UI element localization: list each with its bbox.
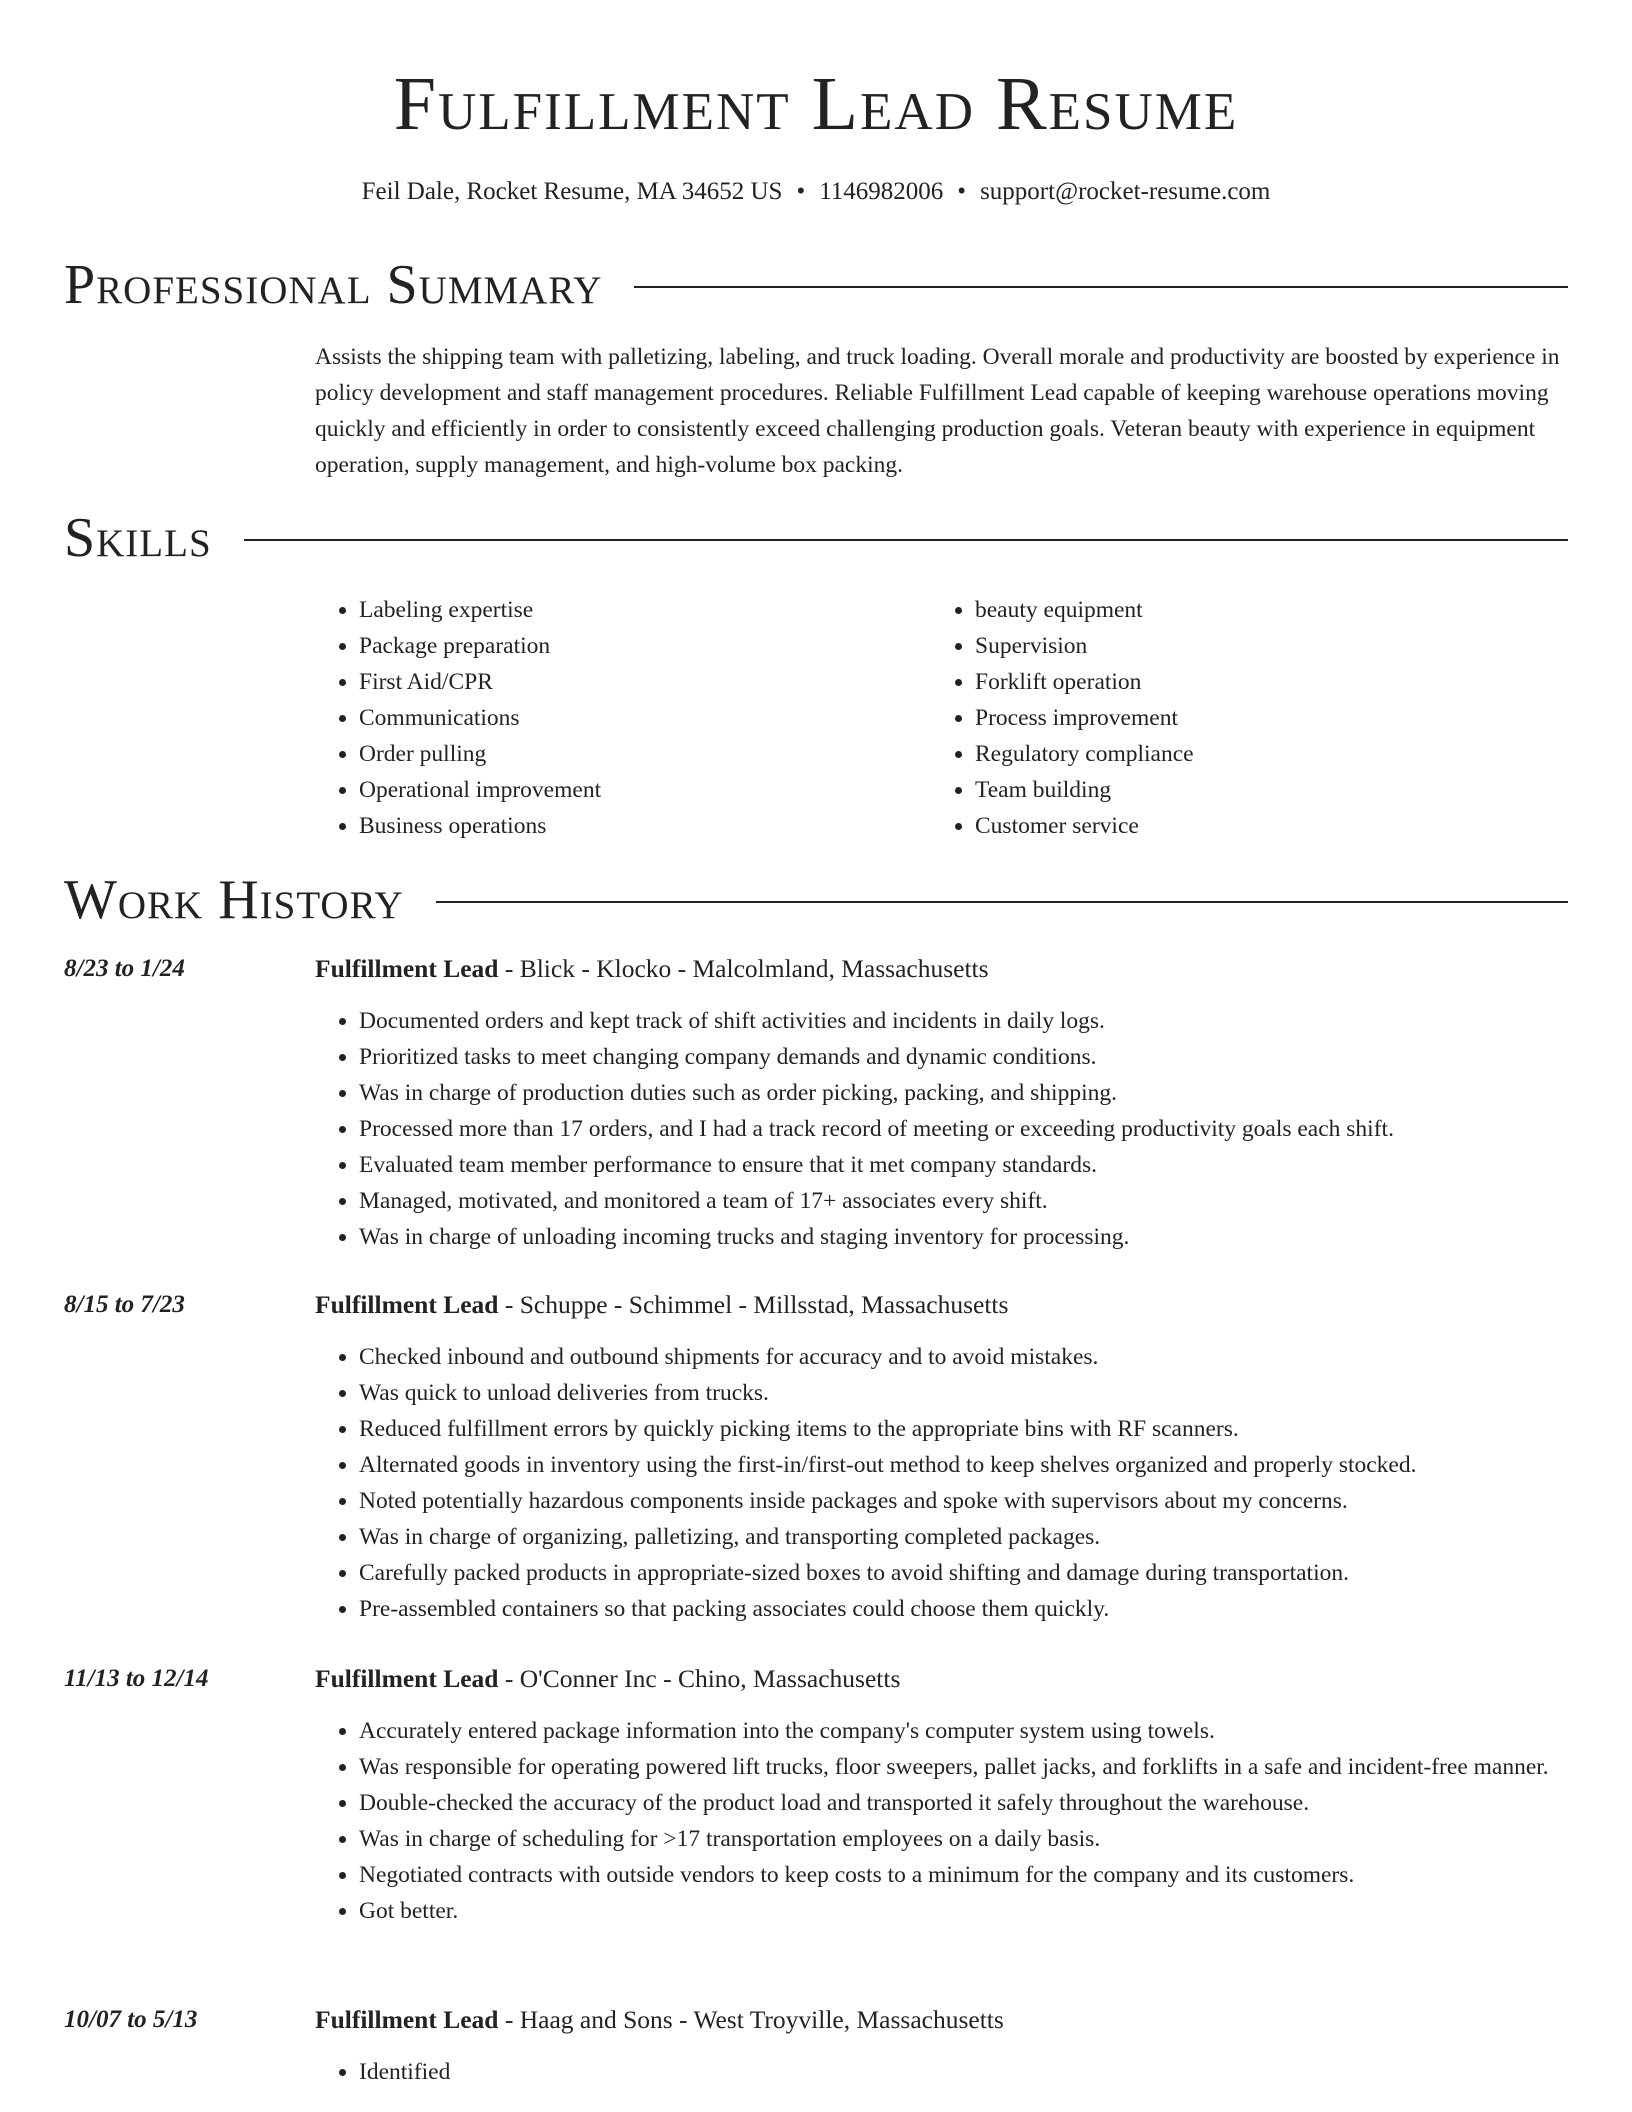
job-bullet: • Was in charge of organizing, palletizing, and transporting completed packages. xyxy=(359,1519,1611,1555)
job-bullet-list xyxy=(315,2054,1611,2090)
contact-address: Feil Dale, Rocket Resume, MA 34652 US xyxy=(361,178,783,205)
job-bullet: • Pre-assembled containers so that packing associates could choose them quickly. xyxy=(359,1591,1611,1627)
skill-item: • Supervision xyxy=(975,628,1194,664)
job-bullet: • Alternated goods in inventory using the first-in/first-out method to keep shelves organized and properly stocked. xyxy=(359,1447,1611,1483)
skill-item: • Regulatory compliance xyxy=(975,736,1194,772)
job-header xyxy=(315,951,1567,987)
job-bullet: • Documented orders and kept track of shift activities and incidents in daily logs. xyxy=(359,1003,1611,1039)
job-bullet: • Double-checked the accuracy of the product load and transported it safely throughout the warehouse. xyxy=(359,1785,1611,1821)
job-bullet-list xyxy=(315,1339,1611,1627)
contact-line xyxy=(0,174,1632,210)
skill-item: • Process improvement xyxy=(975,700,1194,736)
skill-item: • Business operations xyxy=(359,808,601,844)
job-header xyxy=(315,1287,1567,1323)
job-bullet: • Prioritized tasks to meet changing company demands and dynamic conditions. xyxy=(359,1039,1611,1075)
job-company-location: - Blick - Klocko - Malcolmland, Massachusetts xyxy=(498,954,989,983)
summary-text: Assists the shipping team with palletizing, labeling, and truck loading. Overall morale and productivity are boosted by experience in policy development and staff management procedures. Reliable Fulfillment Lead capable of keeping warehouse operations moving quickly and efficiently in order to consistently exceed challenging production goals. Veteran beauty with experience in equipment operation, supply management, and high-volume box packing. xyxy=(315,344,1560,478)
skills-list-right xyxy=(931,592,1194,844)
contact-email: support@rocket-resume.com xyxy=(980,178,1271,205)
skill-item: • First Aid/CPR xyxy=(359,664,601,700)
job-bullet: • Was in charge of unloading incoming trucks and staging inventory for processing. xyxy=(359,1219,1611,1255)
job-bullet: • Managed, motivated, and monitored a team of 17+ associates every shift. xyxy=(359,1183,1611,1219)
section-divider xyxy=(244,539,1568,541)
job-dates: 11/13 to 12/14 xyxy=(64,1665,209,1692)
contact-separator: • xyxy=(796,178,806,205)
section-skills xyxy=(64,503,1568,573)
section-professional-summary xyxy=(64,250,1568,320)
job-header xyxy=(315,1661,1567,1697)
contact-separator: • xyxy=(957,178,967,205)
job-dates: 8/15 to 7/23 xyxy=(64,1291,185,1318)
job-title: Fulfillment Lead xyxy=(315,2005,499,2034)
job-bullet: • Processed more than 17 orders, and I had a track record of meeting or exceeding productivity goals each shift. xyxy=(359,1111,1611,1147)
job-title: Fulfillment Lead xyxy=(315,1664,499,1693)
skill-item: • Labeling expertise xyxy=(359,592,601,628)
job-bullet: • Carefully packed products in appropriate-sized boxes to avoid shifting and damage during transportation. xyxy=(359,1555,1611,1591)
section-work-history xyxy=(64,865,1568,935)
skill-item: • Operational improvement xyxy=(359,772,601,808)
skill-item: • Package preparation xyxy=(359,628,601,664)
job-title: Fulfillment Lead xyxy=(315,1290,499,1319)
resume-title: Fulfillment Lead Resume xyxy=(393,62,1239,146)
job-header xyxy=(315,2002,1567,2038)
job-bullet: • Negotiated contracts with outside vendors to keep costs to a minimum for the company and its customers. xyxy=(359,1857,1611,1893)
job-bullet-list xyxy=(315,1003,1611,1255)
job-bullet-list xyxy=(315,1713,1611,1929)
section-heading: Skills xyxy=(64,507,212,569)
job-company-location: - Schuppe - Schimmel - Millsstad, Massachusetts xyxy=(498,1290,1009,1319)
job-title: Fulfillment Lead xyxy=(315,954,499,983)
contact-phone: 1146982006 xyxy=(819,178,944,205)
job-bullet: • Was in charge of production duties such as order picking, packing, and shipping. xyxy=(359,1075,1611,1111)
section-divider xyxy=(436,901,1568,903)
skills-list-left xyxy=(315,592,601,844)
section-heading: Professional Summary xyxy=(64,254,603,316)
section-divider xyxy=(634,286,1568,288)
skill-item: • Forklift operation xyxy=(975,664,1194,700)
job-bullet: • Identified xyxy=(359,2054,1611,2090)
job-bullet: • Accurately entered package information into the company's computer system using towels. xyxy=(359,1713,1611,1749)
skill-item: • Order pulling xyxy=(359,736,601,772)
job-dates: 10/07 to 5/13 xyxy=(64,2006,198,2033)
skill-item: • beauty equipment xyxy=(975,592,1194,628)
job-bullet: • Was in charge of scheduling for >17 transportation employees on a daily basis. xyxy=(359,1821,1611,1857)
job-bullet: • Noted potentially hazardous components inside packages and spoke with supervisors about my concerns. xyxy=(359,1483,1611,1519)
job-dates: 8/23 to 1/24 xyxy=(64,955,185,982)
job-bullet: • Evaluated team member performance to ensure that it met company standards. xyxy=(359,1147,1611,1183)
job-bullet: • Was quick to unload deliveries from trucks. xyxy=(359,1375,1611,1411)
job-company-location: - Haag and Sons - West Troyville, Massachusetts xyxy=(498,2005,1004,2034)
job-bullet: • Checked inbound and outbound shipments for accuracy and to avoid mistakes. xyxy=(359,1339,1611,1375)
skill-item: • Team building xyxy=(975,772,1194,808)
job-company-location: - O'Conner Inc - Chino, Massachusetts xyxy=(498,1664,901,1693)
skill-item: • Communications xyxy=(359,700,601,736)
section-heading: Work History xyxy=(64,869,404,931)
job-bullet: • Reduced fulfillment errors by quickly picking items to the appropriate bins with RF scanners. xyxy=(359,1411,1611,1447)
skill-item: • Customer service xyxy=(975,808,1194,844)
job-bullet: • Was responsible for operating powered lift trucks, floor sweepers, pallet jacks, and forklifts in a safe and incident-free manner. xyxy=(359,1749,1611,1785)
job-bullet: • Got better. xyxy=(359,1893,1611,1929)
